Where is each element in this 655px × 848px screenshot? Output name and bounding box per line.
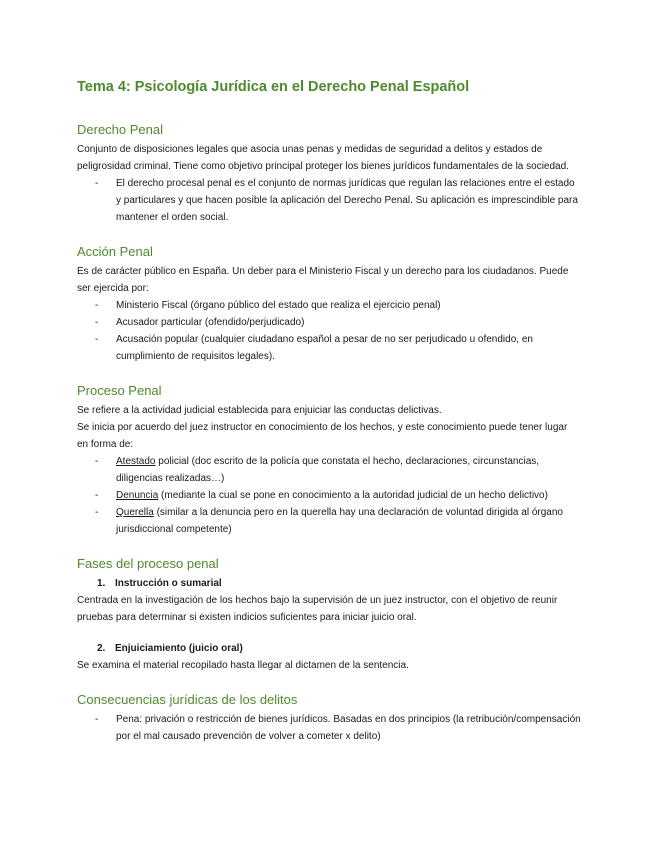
term-querella: Querella	[116, 507, 154, 518]
section-consecuencias	[77, 692, 581, 745]
bullet-list	[77, 711, 581, 745]
list-item-text: Acusación popular (cualquier ciudadano español a pesar de no ser perjudicado u ofendido, en cumplimiento de requisitos legales).	[116, 334, 533, 362]
bullet-list	[77, 175, 581, 226]
list-item: - Acusador particular (ofendido/perjudicado)	[95, 317, 305, 328]
section-heading: Proceso Penal	[77, 383, 162, 398]
term-denuncia: Denuncia	[116, 490, 159, 501]
list-item: - Denuncia (mediante la cual se pone en conocimiento a la autoridad judicial de un hecho delictivo)	[95, 490, 548, 501]
list-item: - Querella (similar a la denuncia pero en la querella hay una declaración de voluntad dirigida al órgano jurisdiccional competente)	[95, 507, 563, 535]
phase-title: Instrucción o sumarial	[115, 578, 222, 589]
paragraph: Centrada en la investigación de los hechos bajo la supervisión de un juez instructor, con el objetivo de reunir pruebas para determinar si existen indicios suficientes para iniciar juicio oral.	[77, 595, 558, 623]
list-item-text: policial (doc escrito de la policía que constata el hecho, declaraciones, circunstancias, diligencias realizadas…)	[116, 456, 540, 484]
list-item: - El derecho procesal penal es el conjunto de normas jurídicas que regulan las relaciones entre el estado y particulares y que hacen posible la aplicación del Derecho Penal. Su aplicación es imprescindible para mantener el orden social.	[95, 178, 578, 223]
section-derecho-penal	[77, 122, 581, 226]
phase-label	[77, 640, 581, 657]
section-heading: Derecho Penal	[77, 122, 163, 137]
bullet-list	[77, 297, 581, 365]
section-heading: Fases del proceso penal	[77, 556, 219, 571]
list-item: - Pena: privación o restricción de bienes jurídicos. Basadas en dos principios (la retribución/compensación por el mal causado prevención de volver a cometer x delito)	[95, 714, 581, 742]
list-item-text: Pena: privación o restricción de bienes jurídicos. Basadas en dos principios (la retribución/compensación por el mal causado prevención de volver a cometer x delito)	[116, 714, 581, 742]
document-title: Tema 4: Psicología Jurídica en el Derecho Penal Español	[77, 79, 470, 95]
section-heading: Acción Penal	[77, 244, 153, 259]
paragraph: Conjunto de disposiciones legales que asocia unas penas y medidas de seguridad a delitos y estados de peligrosidad criminal. Tiene como objetivo principal proteger los bienes jurídicos fundamentales de la sociedad.	[77, 144, 569, 172]
list-item-text: Acusador particular (ofendido/perjudicado)	[116, 317, 305, 328]
list-item-text: Ministerio Fiscal (órgano público del estado que realiza el ejercicio penal)	[116, 300, 441, 311]
section-proceso-penal	[77, 383, 581, 538]
list-item-text: (mediante la cual se pone en conocimiento a la autoridad judicial de un hecho delictivo)	[158, 490, 548, 501]
phase-label	[77, 575, 581, 592]
phase-number: 2.	[97, 643, 106, 654]
list-item: - Acusación popular (cualquier ciudadano español a pesar de no ser perjudicado u ofendido, en cumplimiento de requisitos legales).	[95, 334, 533, 362]
paragraph: Se inicia por acuerdo del juez instructor en conocimiento de los hechos, y este conocimiento puede tener lugar en forma de:	[77, 422, 568, 450]
section-heading: Consecuencias jurídicas de los delitos	[77, 692, 298, 707]
paragraph: Se examina el material recopilado hasta llegar al dictamen de la sentencia.	[77, 660, 409, 671]
paragraph: Se refiere a la actividad judicial establecida para enjuiciar las conductas delictivas.	[77, 405, 442, 416]
bullet-list	[77, 453, 581, 538]
term-atestado: Atestado	[116, 456, 156, 467]
list-item-text: El derecho procesal penal es el conjunto de normas jurídicas que regulan las relaciones entre el estado y particulares y que hacen posible la aplicación del Derecho Penal. Su aplicación es imprescindible para mantener el orden social.	[116, 178, 578, 223]
list-item: - Atestado policial (doc escrito de la policía que constata el hecho, declaraciones, circunstancias, diligencias realizadas…)	[95, 456, 540, 484]
numbered-list	[77, 640, 581, 657]
numbered-list	[77, 575, 581, 592]
list-item: - Ministerio Fiscal (órgano público del estado que realiza el ejercicio penal)	[95, 300, 441, 311]
section-accion-penal	[77, 244, 581, 365]
paragraph: Es de carácter público en España. Un deber para el Ministerio Fiscal y un derecho para los ciudadanos. Puede ser ejercida por:	[77, 266, 569, 294]
list-item-text: (similar a la denuncia pero en la querella hay una declaración de voluntad dirigida al órgano jurisdiccional competente)	[116, 507, 563, 535]
phase-number: 1.	[97, 578, 106, 589]
section-fases	[77, 556, 581, 674]
phase-title: Enjuiciamiento (juicio oral)	[115, 643, 243, 654]
